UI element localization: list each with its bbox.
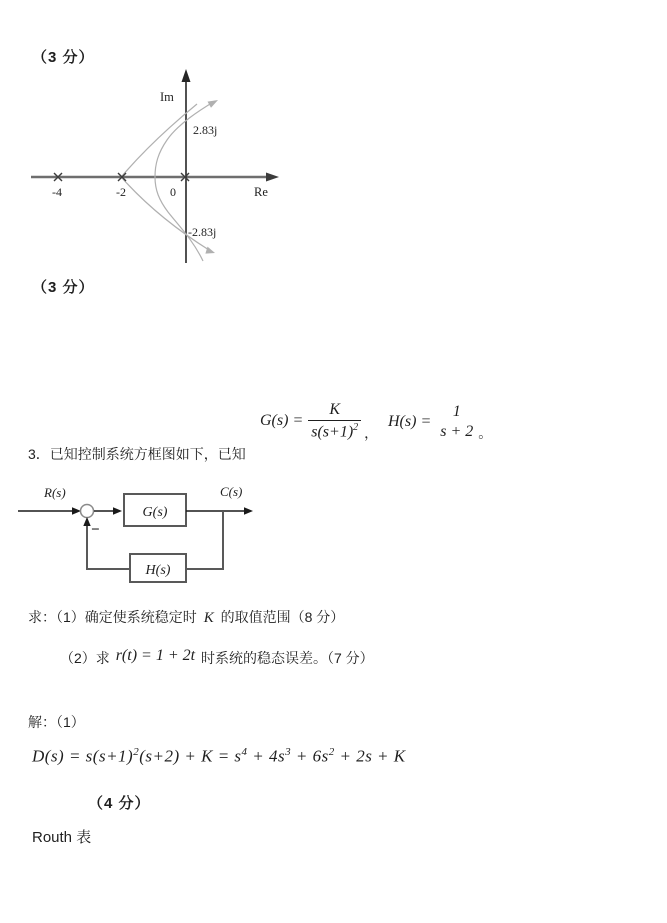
output-arrow (244, 507, 253, 515)
block-diagram (10, 478, 266, 592)
g-block-label: G(s) (142, 505, 168, 520)
solution-label: 解：（1） (28, 714, 85, 730)
requirement-1 (28, 607, 344, 627)
requirement-1-k-var: K (203, 610, 214, 626)
routh-table-heading: Routh 表 (32, 829, 92, 846)
h-transfer-function (388, 403, 492, 441)
input-arrow (72, 507, 81, 515)
im-axis-label: Im (160, 90, 174, 104)
root-locus-figure (20, 60, 288, 270)
upper-crossing-label: 2.83j (193, 123, 218, 137)
lower-crossing-label: -2.83j (188, 225, 217, 239)
tick-label-minus4: -4 (52, 185, 62, 199)
output-signal-label: C(s) (220, 484, 243, 499)
requirement-1-suffix: 的取值范围（8 分） (220, 609, 345, 625)
re-axis-label: Re (254, 185, 268, 199)
requirement-2 (60, 648, 374, 668)
characteristic-equation: $D(s) = s(s+1)^2(s+2) + K = s^4 + 4s^3 + 6s^2 + 2s + K$ (32, 746, 406, 766)
asymptote-lower-arrow (205, 247, 215, 254)
feedback-arrow (83, 517, 90, 526)
junction-to-g-arrow (113, 507, 122, 515)
h-stack (438, 403, 475, 441)
requirement-1-prefix: 求：（1）确定使系统稳定时 (28, 609, 197, 625)
period-mark: 。 (478, 425, 493, 441)
score-label-1: （3 分） (32, 49, 95, 66)
score-label-2: （3 分） (32, 279, 95, 296)
im-axis-arrow (182, 69, 191, 82)
g-transfer-function (260, 401, 378, 441)
h-block-label: H(s) (145, 563, 171, 578)
h-numerator: 1 (452, 403, 461, 420)
requirement-2-formula: r(t) = 1 + 2t (115, 647, 196, 664)
question-3-intro: 3．已知控制系统方框图如下，已知 (28, 446, 246, 462)
asymptote-lower (122, 178, 209, 250)
h-denominator: s + 2 (440, 423, 474, 440)
h-lhs: H(s) = (388, 413, 432, 430)
minus-sign: − (91, 522, 100, 538)
score-label-4: （4 分） (88, 795, 151, 812)
g-lhs: G(s) = (260, 412, 304, 430)
requirement-2-prefix: （2）求 (60, 650, 110, 666)
tick-label-zero: 0 (170, 185, 176, 199)
input-signal-label: R(s) (44, 485, 66, 500)
g-fraction (308, 401, 361, 441)
g-denominator: $s(s+1)^2$ (308, 420, 361, 441)
complex-branch-arrow (208, 100, 219, 108)
comma-separator: ， (364, 425, 379, 442)
tick-label-minus2: -2 (116, 185, 126, 199)
re-axis-arrow (266, 173, 279, 182)
summing-junction (81, 505, 94, 518)
requirement-2-suffix: 时系统的稳态误差。（7 分） (200, 650, 374, 666)
g-numerator: K (329, 401, 341, 418)
